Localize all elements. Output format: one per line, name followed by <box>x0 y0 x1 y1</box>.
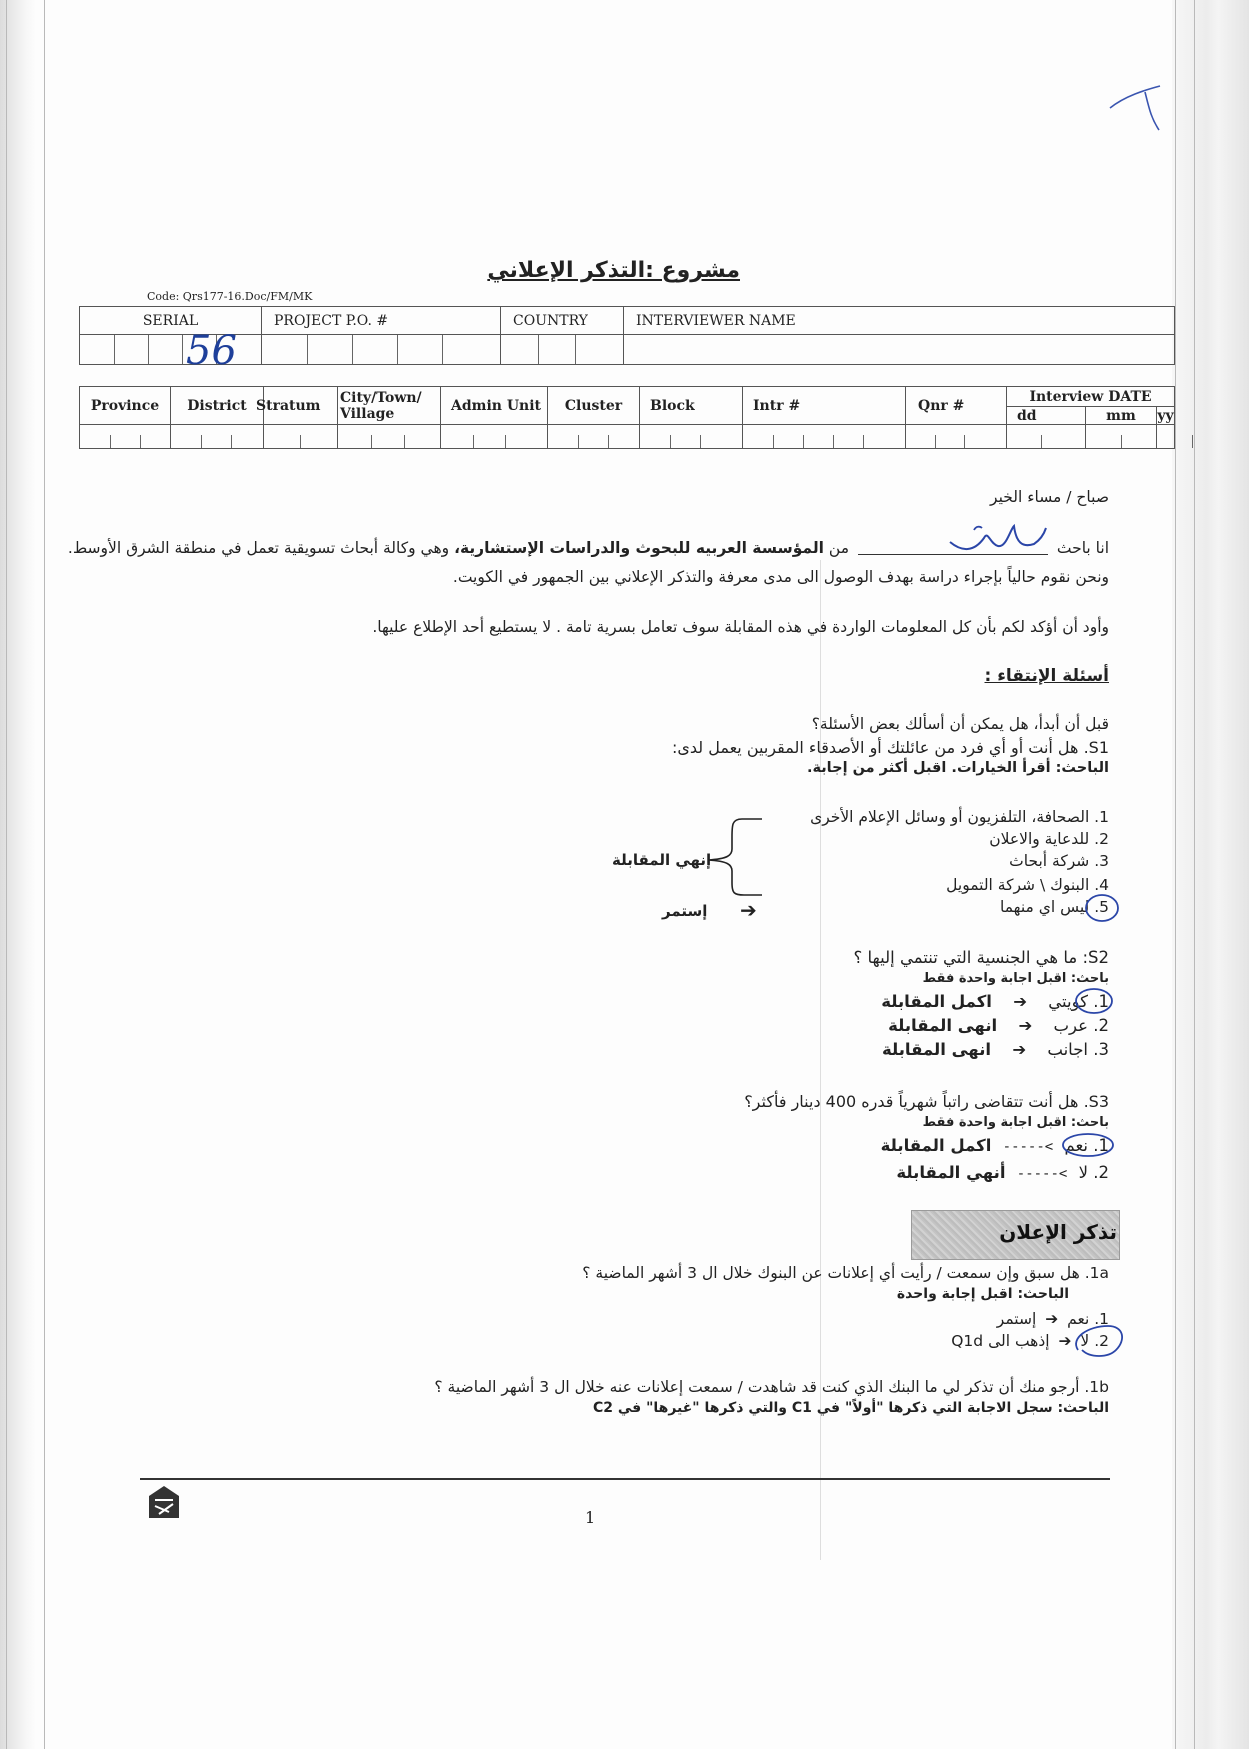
mm-field[interactable] <box>1086 425 1157 449</box>
s2-option-3-label: 3. اجانب <box>1047 1040 1109 1059</box>
s3-instruction: باحث: اقبل اجابة واحدة فقط <box>922 1115 1109 1130</box>
scan-edge-line <box>1194 0 1195 1749</box>
s2-option-3[interactable] <box>882 1040 1109 1059</box>
arrow-icon: ➔ <box>1045 1310 1059 1328</box>
circled-answer <box>1060 1130 1116 1160</box>
circled-answer <box>1084 892 1120 924</box>
document-title: مشروع :التذكر الإعلاني <box>487 258 740 283</box>
block-label: Block <box>640 387 743 425</box>
screening-heading: أسئلة الإنتقاء : <box>984 666 1109 686</box>
s3-option-2-action: أنهي المقابلة <box>896 1163 1006 1182</box>
s2-option-1-action: اكمل المقابلة <box>881 992 992 1011</box>
handwritten-mark <box>1105 78 1165 138</box>
cluster-label: Cluster <box>548 387 640 425</box>
organisation-name: المؤسسة العربيه للبحوث والدراسات الإستشارية، <box>454 539 824 557</box>
header-table-location <box>79 386 1175 449</box>
admin-unit-label: Admin Unit <box>441 387 548 425</box>
arrow-icon: ➔ <box>1013 992 1028 1011</box>
s3-option-2-arrow: -----< <box>1016 1166 1068 1182</box>
interviewer-name-label: INTERVIEWER NAME <box>624 307 1175 335</box>
ad-recall-header <box>911 1210 1120 1260</box>
s3-option-1-label: 1. نعم <box>1064 1136 1109 1155</box>
admin-unit-field[interactable] <box>441 425 548 449</box>
intro-line-3: وأود أن أؤكد لكم بأن كل المعلومات الواردة في هذه المقابلة سوف تعامل بسرية تامة . لا يستطيع أحد الإطلاع عليها. <box>372 618 1109 636</box>
interview-date-label: Interview DATE <box>1007 387 1175 407</box>
s1-option-1[interactable]: 1. الصحافة، التلفزيون أو وسائل الإعلام الأخرى <box>810 808 1109 826</box>
q1a-question: 1a. هل سبق وإن سمعت / رأيت أي إعلانات عن البنوك خلال ال 3 أشهر الماضية ؟ <box>582 1264 1109 1282</box>
greeting: صباح / مساء الخير <box>990 488 1109 506</box>
s3-question: S3. هل أنت تتقاضى راتباً شهرياً قدره 400 دينار فأكثر؟ <box>744 1092 1109 1111</box>
screening-intro: قبل أن أبدأ، هل يمكن أن أسألك بعض الأسئلة؟ <box>811 715 1109 733</box>
cluster-field[interactable] <box>548 425 640 449</box>
company-logo-icon <box>147 1484 181 1522</box>
footer-rule <box>140 1478 1110 1480</box>
city-label: City/Town/ Village <box>338 387 441 425</box>
country-field[interactable] <box>501 335 624 365</box>
s1-option-2[interactable]: 2. للدعاية والاعلان <box>989 830 1109 848</box>
s2-option-2-label: 2. عرب <box>1053 1016 1109 1035</box>
serial-label: SERIAL <box>80 307 262 335</box>
stratum-field[interactable] <box>264 425 338 449</box>
ad-recall-title: تذكر الإعلان <box>999 1220 1117 1244</box>
q1a-option-2-label: 2. لا <box>1080 1332 1109 1350</box>
circled-answer <box>1068 1320 1128 1362</box>
yy-field[interactable] <box>1157 425 1175 449</box>
s1-instruction: الباحث: أقرأ الخيارات. اقبل أكثر من إجابة. <box>806 760 1109 776</box>
q1b-question: 1b. أرجو منك أن تذكر لي ما البنك الذي كنت قد شاهدت / سمعت إعلانات عنه خلال ال 3 أشهر الماضية ؟ <box>434 1378 1109 1396</box>
qnr-label: Qnr # <box>906 387 1007 425</box>
scan-right-shadow <box>1172 0 1249 1749</box>
s1-question: S1. هل أنت أو أي فرد من عائلتك أو الأصدقاء المقربين يعمل لدى: <box>671 738 1109 757</box>
scan-edge-line <box>6 0 7 1749</box>
intr-label: Intr # <box>743 387 906 425</box>
district-label: District <box>171 387 264 425</box>
stratum-label: Stratum <box>264 387 338 425</box>
dd-label: dd <box>1007 407 1086 425</box>
intr-field[interactable] <box>743 425 906 449</box>
handwritten-signature <box>948 518 1048 558</box>
province-label: Province <box>80 387 171 425</box>
interviewer-name-field[interactable] <box>624 335 1175 365</box>
document-code: Code: Qrs177-16.Doc/FM/MK <box>147 290 313 303</box>
arrow-icon: ➔ <box>1018 1016 1033 1035</box>
project-po-field[interactable] <box>262 335 501 365</box>
s3-option-2-label: 2. لا <box>1078 1163 1109 1182</box>
arrow-icon: ➔ <box>1058 1332 1072 1350</box>
s1-bracket <box>702 817 764 897</box>
scan-edge-line <box>1175 0 1176 1749</box>
city-field[interactable] <box>338 425 441 449</box>
s3-option-1-action: اكمل المقابلة <box>880 1136 992 1155</box>
page-number: 1 <box>585 1508 596 1527</box>
handwritten-serial-number: 56 <box>186 328 237 374</box>
s1-terminate: إنهي المقابلة <box>612 851 712 869</box>
project-po-label: PROJECT P.O. # <box>262 307 501 335</box>
scan-edge-line <box>44 0 45 1749</box>
block-field[interactable] <box>640 425 743 449</box>
s2-option-2[interactable] <box>888 1016 1109 1035</box>
s1-option-4[interactable]: 4. البنوك \ شركة التمويل <box>946 876 1109 894</box>
s2-option-1-label: 1. كويتي <box>1048 992 1109 1011</box>
dd-field[interactable] <box>1007 425 1086 449</box>
s1-option-5[interactable]: 5. ليس اي منهما <box>1000 898 1109 916</box>
s2-option-2-action: انهى المقابلة <box>888 1016 998 1035</box>
q1a-option-2-action: إذهب الى Q1d <box>951 1332 1050 1350</box>
mm-label: mm <box>1086 407 1157 425</box>
s1-arrow-icon: ➔ <box>740 898 757 922</box>
district-field[interactable] <box>171 425 264 449</box>
intro-line-1-end: وهي وكالة أبحاث تسويقية تعمل في منطقة الشرق الأوسط. <box>67 539 450 557</box>
intro-line-1-mid: من <box>828 539 850 557</box>
arrow-icon: ➔ <box>1012 1040 1027 1059</box>
qnr-field[interactable] <box>906 425 1007 449</box>
q1b-instruction: الباحث: سجل الاجابة التي ذكرها "أولاً" في C1 والتي ذكرها "غيرها" في C2 <box>592 1400 1109 1416</box>
s3-option-2[interactable] <box>896 1163 1109 1182</box>
country-label: COUNTRY <box>501 307 624 335</box>
s2-option-3-action: انهى المقابلة <box>881 1040 992 1059</box>
s3-option-1-arrow: -----< <box>1002 1139 1054 1155</box>
intro-line-1-start: انا باحث <box>1056 539 1109 557</box>
circled-answer <box>1072 986 1114 1016</box>
s2-question: S2: ما هي الجنسية التي تنتمي إليها ؟ <box>853 948 1109 967</box>
q1a-instruction: الباحث: اقبل إجابة واحدة <box>896 1286 1069 1302</box>
header-table-serial <box>79 306 1175 365</box>
q1a-option-1-action: إستمر <box>996 1310 1037 1328</box>
s1-continue: إستمر <box>662 902 708 920</box>
yy-label: yy <box>1157 407 1174 424</box>
province-field[interactable] <box>80 425 171 449</box>
s1-option-3[interactable]: 3. شركة أبحاث <box>1009 852 1109 870</box>
intro-line-2: ونحن نقوم حالياً بإجراء دراسة بهدف الوصول الى مدى معرفة والتذكر الإعلاني بين الجمهور في الكويت. <box>452 568 1109 586</box>
s2-instruction: باحث: اقبل اجابة واحدة فقط <box>922 971 1109 986</box>
q1a-option-1-label: 1. نعم <box>1067 1310 1109 1328</box>
